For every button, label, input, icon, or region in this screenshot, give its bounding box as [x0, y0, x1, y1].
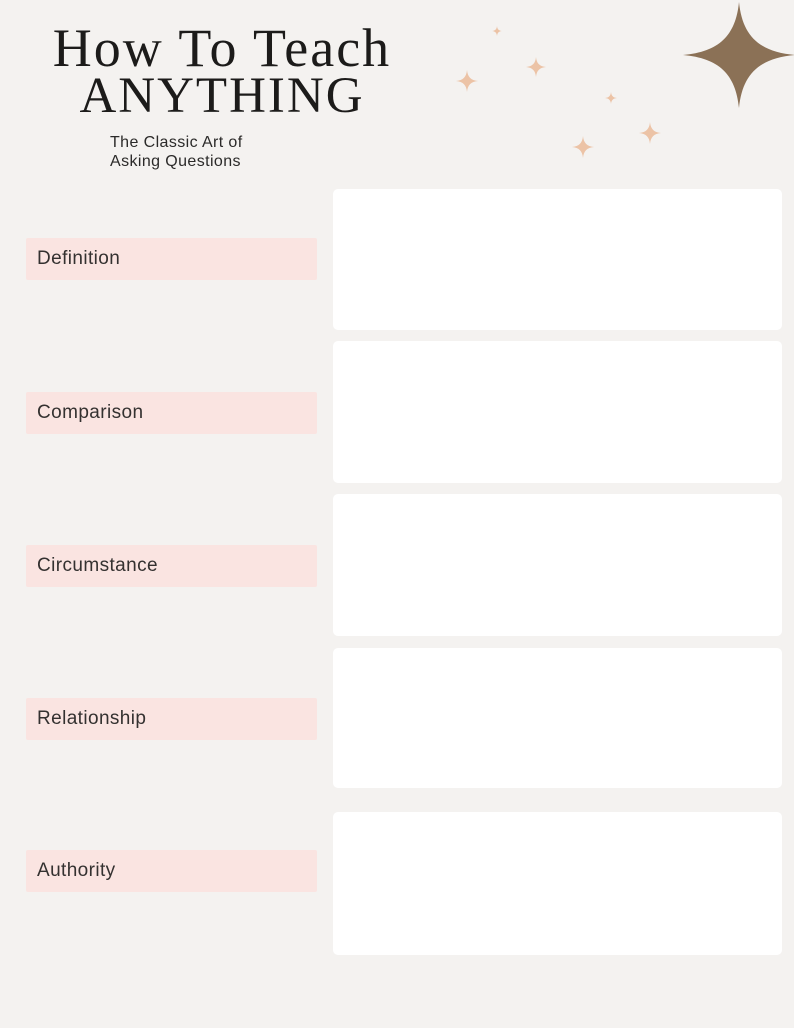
page-subtitle-line1: The Classic Art of [110, 134, 243, 151]
answer-box-relationship[interactable] [333, 648, 782, 788]
page-title-line1: How To Teach [52, 18, 392, 78]
row-label-text: Definition [37, 248, 121, 269]
row-label-text: Relationship [37, 708, 147, 729]
answer-box-definition[interactable] [333, 189, 782, 330]
row-label-text: Circumstance [37, 555, 158, 576]
row-label-definition [26, 238, 317, 280]
small-sparkle-icon [605, 92, 617, 104]
answer-box-authority[interactable] [333, 812, 782, 955]
page-title [22, 18, 422, 124]
small-sparkle-icon [492, 26, 502, 36]
answer-box-circumstance[interactable] [333, 494, 782, 636]
row-label-relationship [26, 698, 317, 740]
small-sparkle-icon [526, 57, 546, 77]
row-label-authority [26, 850, 317, 892]
page-subtitle-line2: Asking Questions [110, 153, 241, 170]
row-label-circumstance [26, 545, 317, 587]
small-sparkle-icon [456, 70, 478, 92]
answer-box-comparison[interactable] [333, 341, 782, 483]
page-subtitle [110, 133, 243, 171]
large-sparkle-icon [683, 2, 794, 108]
small-sparkle-icon [572, 136, 594, 158]
row-label-comparison [26, 392, 317, 434]
row-label-text: Authority [37, 860, 116, 881]
small-sparkle-icon [639, 122, 661, 144]
page-title-line2: ANYTHING [79, 68, 365, 124]
row-label-text: Comparison [37, 402, 144, 423]
